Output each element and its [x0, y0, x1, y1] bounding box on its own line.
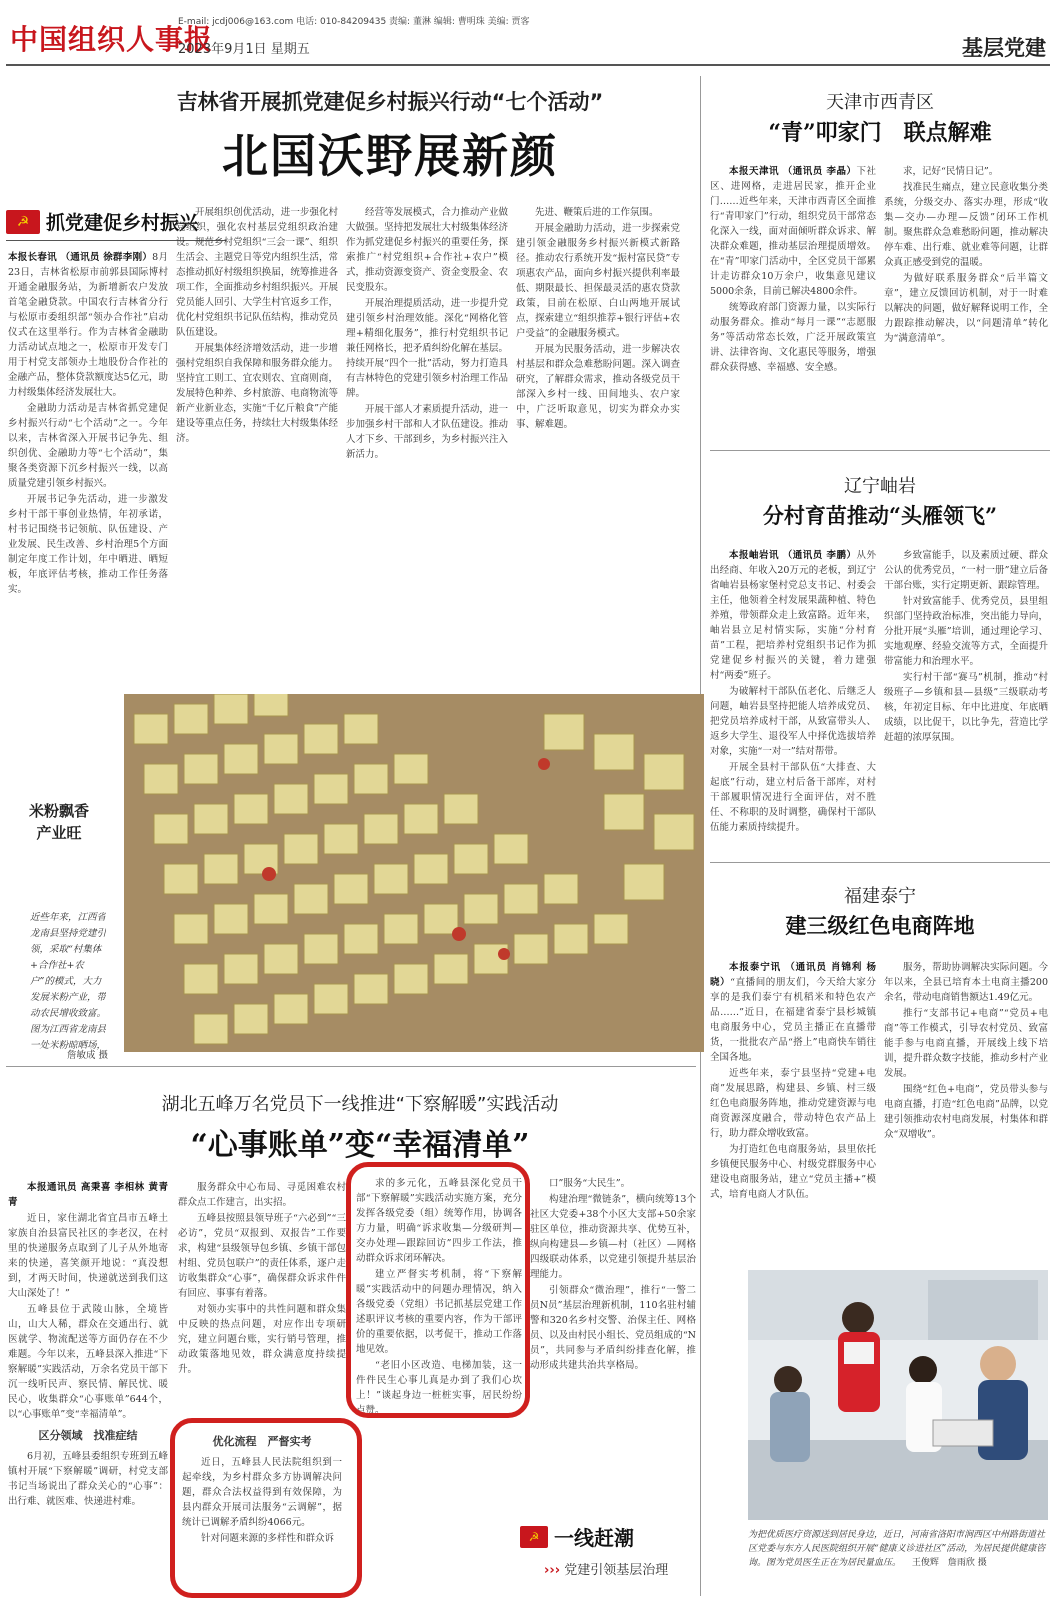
medical-checkup-photo	[748, 1270, 1048, 1520]
hubei-col1b-text: 五峰县位于武陵山脉，全境皆山，山大人稀，群众在交通出行、就医就学、物流配送等方面仍存在不少难题。今年以来，五峰县深入推进“下察解暖”实践活动，万余名党员干部下沉一线听民声、察民情、解民忧、暖民心，收集群众“心事账单”644个，以“心事账单”变“幸福清单”。	[8, 1304, 168, 1420]
hubei-subhead-2: 优化流程 严督实考	[212, 1435, 312, 1448]
hubei-col1-text: 近日，家住湖北省宜昌市五峰土家族自治县富民社区的李老汉，在村里的快递服务点取到了儿子从外地寄来的快递，喜笑颜开地说：“真没想到，才两天时间，快递就送到我们这大山深处了！”	[8, 1213, 168, 1299]
hubei-col3-text: 求的多元化，五峰县深化党员干部“下察解暖”实践活动实施方案，充分发挥各级党委（组）统筹作用，协调各方力量，明确“诉求收集—分级研判—交办处理—跟踪回访”四步工作法，推动群众诉求闭环解决。	[356, 1178, 522, 1264]
liaoning-col2c-text: 实行村干部“赛马”机制，推动“村级班子—乡镇和县—县级”三级联动考核，年初定目标、年中比进度、年底晒成绩，以比促干，以比争先，营造比学赶超的浓厚氛围。	[884, 672, 1048, 743]
liaoning-col1c-text: 开展全县村干部队伍“大排查、大起底”行动，建立村后备干部库，对村干部履职情况进行全面评估，对不胜任、不称职的及时调整，确保村干部队伍能力素质持续提升。	[710, 762, 876, 833]
section-rule-liaoning	[710, 450, 1050, 451]
chevrons-icon: ›››	[544, 1563, 561, 1578]
hubei-title: “心事账单”变“幸福清单”	[190, 1128, 530, 1163]
contact-meta: E-mail: jcdj006@163.com 电话: 010-84209435 责编: 董淋 编辑: 曹明珠 美编: 贾客	[178, 17, 530, 27]
tianjin-col2c-text: 为做好联系服务群众“后半篇文章”，建立反馈回访机制，对于一时难以解决的问题，做好解释说明工作，全力跟踪推动解决，以“问题清单”转化为“满意清单”。	[884, 273, 1048, 344]
liaoning-col2b-text: 针对致富能手、优秀党员，县里组织部门坚持政治标准，突出能力导向，分批开展“头雁”培训，通过理论学习、实地观摩、经验交流等方式，全面提升带富能力和治理水平。	[884, 596, 1048, 667]
lead-byline: 本报长春讯 （通讯员 徐群李刚）	[8, 252, 153, 263]
lead-kicker: 吉林省开展抓党建促乡村振兴行动“七个活动”	[176, 90, 604, 114]
tianjin-column-2	[884, 164, 1048, 434]
lead-col1-text: 8月23日，吉林省松原市前郭县国际博村开通金融服务站，为新增新农户发放首笔金融贷款。中国农行吉林省分行与松原市委组织部“领办合作社”启动仪式在这里举行。作为吉林省金融助力活动试点地之一，松原市开发专门用于村党支部领办土地股份合作社的金融产品，整体贷款额度达5亿元，助力村级集体经济发展壮大。	[8, 252, 168, 398]
liaoning-byline: 本报岫岩讯 （通讯员 李鹏）	[729, 550, 857, 561]
hubei-subhead-1: 区分领域 找准症结	[38, 1429, 138, 1442]
hubei-col2b-text: 五峰县按照县领导班子“六必到”“三必访”，党员“双报到、双报告”工作要求，构建“县级领导包乡镇、乡镇干部包村组、党员包联户”的责任体系，逐户走访收集群众“心事”，确保群众诉求件件有回应、事事有着落。	[178, 1213, 346, 1299]
hubei-col2-text: 服务群众中心布局、寻觅困难农村群众点工作建言，出实招。	[178, 1182, 346, 1208]
photo2-caption-text: 为把优质医疗资源送到居民身边，近日，河南省洛阳市涧西区中州路街道社区党委与东方人民医院组织开展“健康义诊进社区”活动，为居民提供健康咨询。图为党员医生正在为居民量血压。	[748, 1530, 1046, 1568]
photo1-caption: 近些年来，江西省龙南县坚持党建引领，采取“村集体+合作社+农户”的模式，大力发展米粉产业，带动农民增收致富。图为江西省龙南县一处米粉晾晒场，	[30, 912, 106, 1050]
hubei-column-1	[8, 1180, 168, 1600]
tianjin-byline: 本报天津讯 （通讯员 李晶）	[729, 166, 857, 177]
footer-banner	[520, 1522, 700, 1592]
noodle-drying-photo	[124, 694, 704, 1052]
footer-flag-icon: ☭	[520, 1526, 548, 1548]
liaoning-col1b-text: 为破解村干部队伍老化、后继乏人问题，岫岩县坚持把能人培养成党员、把党员培养成村干部，从致富带头人、返乡大学生、退役军人中择优选拔培养对象，实施“一对一”结对帮带。	[710, 686, 876, 757]
hubei-col4-text: 口”服务“大民生”。	[549, 1178, 631, 1189]
lead-col1c-text: 开展书记争先活动，进一步激发乡村干部干事创业热情，年初承诺，村书记围绕书记领航、队伍建设、产业发展、民生改善、乡村治理5个方面制定年度工作计划，年中晒进、晒短板，年底评估考核，推动工作任务落实。	[8, 494, 168, 595]
lead-col4b-text: 开展金融助力活动，进一步探索党建引领金融服务乡村振兴新模式新路径。推动农行系统开发“振村富民贷”专项惠农产品，面向乡村振兴提供利率最低、期限最长、担保最灵活的惠农贷款政策，目前在松原、白山两地开展试点，探索建立“组织推荐+银行评估+农户受益”的金融服务模式。	[516, 223, 680, 339]
footer-banner-subtitle: 党建引领基层治理	[564, 1563, 669, 1578]
tianjin-col1-text: 下社区、进网格，走进居民家，推开企业门……近些年来，天津市西青区全面推行“青叩家门”行动，组织党员干部常态化深入一线，面对面倾听群众诉求、解决群众难题，推动基层治理提质增效。在“青”叩家门活动中，全区党员干部累计走访群众10万余户，收集意见建议5000余条，目前已解决4800余件。	[710, 166, 876, 297]
hubei-col3b-text: 建立严督实考机制，将“下察解暖”实践活动中的问题办理情况，纳入各级党委（党组）书记抓基层党建工作述职评议考核的重要内容，作为干部评价的重要依据，以考促干，推动工作落地见效。	[356, 1269, 522, 1355]
tianjin-col2-text: 求，记好“民情日记”。	[903, 166, 999, 177]
hubei-col1c-text: 6月初，五峰县委组织专班到五峰镇村开展“下察解暖”调研，村党支部书记当场说出了群众关心的“心事”：出行难、就医难、快递进村难。	[8, 1451, 168, 1507]
hubei-col4c-text: 引领群众“微治理”，推行“一警二员N员”基层治理新机制，110名驻村辅警和320名乡村交警、治保主任、网格员、以及由村民小组长、党员组成的“N员”，共同参与矛盾纠纷排查化解，推动形成共建共治共享格局。	[530, 1285, 696, 1371]
fujian-title: 建三级红色电商阵地	[785, 913, 975, 938]
lead-banner	[6, 208, 198, 235]
section-rule-hubei	[6, 1066, 696, 1067]
section-rule-fujian	[710, 862, 1050, 863]
liaoning-column-1	[710, 548, 876, 848]
lead-col2b-text: 开展集体经济增效活动，进一步增强村党组织自我保障和服务群众能力。坚持宜工则工、宜农则农、宜商则商，发展特色种养、乡村旅游、电商物流等新产业新业态，实施“千亿斤粮食”产能建设等重点任务，持续壮大村级集体经济。	[176, 343, 338, 444]
top-divider	[6, 64, 1050, 66]
liaoning-kicker: 辽宁岫岩	[844, 476, 916, 497]
lead-column-2	[176, 205, 338, 660]
lead-col2-text: 开展组织创优活动，进一步强化村党组织，强化农村基层党组织政治建设。规范乡村党组织“三会一课”、组织生活会、主题党日等党内组织生活，常态推动抓好村级组织换届，统筹推进各项工作，全面推动乡村组织振兴。开展党员能人回引、大学生村官返乡工作，优化村党组织书记队伍结构，推动党员队伍建设。	[176, 207, 338, 338]
lead-column-3	[346, 205, 508, 660]
footer-banner-title: 一线赶潮	[554, 1526, 634, 1550]
tianjin-col1b-text: 统筹政府部门资源力量，以实际行动服务群众。推动“每月一课”“志愿服务”等活动常态长效，广泛开展政策宣讲、法律咨询、文化惠民等服务，增强群众获得感、幸福感、安全感。	[710, 302, 876, 373]
hubei-kicker: 湖北五峰万名党员下一线推进“下察解暖”实践活动	[161, 1094, 559, 1115]
lead-col1b-text: 金融助力活动是吉林省抓党建促乡村振兴行动“七个活动”之一。今年以来，吉林省深入开展书记争先、组织创优、金融助力等“七个活动”，集聚各类资源下沉乡村振兴一线，以高质量党建引领乡村振兴。	[8, 403, 168, 489]
fujian-col2-text: 服务，帮助协调解决实际问题。今年以来，全县已培育本土电商主播200余名，带动电商销售额达1.49亿元。	[884, 962, 1048, 1003]
fujian-column-2	[884, 960, 1048, 1232]
photo2-credit: 王俊辉 詹雨欣 摄	[911, 1558, 987, 1568]
lead-title: 北国沃野展新颜	[222, 129, 558, 183]
issue-date: 2023年9月1日 星期五	[178, 42, 310, 57]
newspaper-logo: 中国组织人事报	[10, 23, 214, 56]
liaoning-col1-text: 从外出经商、年收入20万元的老板，到辽宁省岫岩县杨家堡村党总支书记、村委会主任，他领着全村发展果蔬种植、特色养殖，带领群众走上致富路。近年来，岫岩县立足村情实际，实施“分村育苗”工程，把培养村党组织书记作为抓党建促乡村振兴的关键，着力建强村“两委”班子。	[710, 550, 876, 681]
liaoning-col2-text: 乡致富能手，以及素质过硬、群众公认的优秀党员，“一村一册”建立后备干部台账，实行定期更新、跟踪管理。	[884, 550, 1048, 591]
fujian-byline: 本报泰宁讯 （通讯员 肖锦利 杨晓）	[710, 962, 876, 988]
liaoning-title: 分村育苗推动“头雁领飞”	[762, 503, 998, 528]
fujian-col2c-text: 围绕“红色+电商”，党员带头参与电商直播，打造“红色电商”品牌，以党建引领推动农村电商发展，村集体和群众“双增收”。	[884, 1084, 1048, 1140]
fujian-column-1	[710, 960, 876, 1232]
hubei-column-4	[530, 1176, 696, 1516]
fujian-col2b-text: 推行“支部书记+电商”“党员+电商”等工作模式，引导农村党员、致富能手参与电商直播，开展线上线下培训，提升群众数字技能，推动乡村产业发展。	[884, 1008, 1048, 1079]
tianjin-col2b-text: 找准民生痛点，建立民意收集分类系统，分级交办、落实办理，形成“收集—交办—办理—反馈”闭环工作机制。聚焦群众急难愁盼问题，推动解决停车难、出行难、就业难等问题，让群众真正感受到党的温暖。	[884, 182, 1048, 268]
lead-banner-label: 抓党建促乡村振兴	[46, 212, 199, 234]
hubei-col2d-text: 近日，五峰县人民法院组织到一起牵线，为乡村群众多方协调解决问题，群众合法权益得到有效保障，为县内群众开展司法服务“云调解”，据统计已调解矛盾纠纷4066元。	[182, 1457, 342, 1528]
liaoning-column-2	[884, 548, 1048, 848]
lead-col3b-text: 开展治理提质活动，进一步提升党建引领乡村治理效能。深化“网格化管理+精细化服务”，推行村党组织书记兼任网格长，把矛盾纠纷化解在基层。持续开展“四个一批”活动，努力打造具有吉林特色的党建引领乡村治理工作品牌。	[346, 298, 508, 399]
lead-col4-text: 先进、鞭策后进的工作氛围。	[535, 207, 659, 218]
hubei-column-2a	[178, 1180, 346, 1420]
photo1-credit: 詹敏成 摄	[66, 1050, 108, 1061]
fujian-col1c-text: 为打造红色电商服务站，县里依托乡镇便民服务中心、村级党群服务中心建设电商服务站，建立“党员主播+”模式，培育电商人才队伍。	[710, 1144, 876, 1200]
lead-col4c-text: 开展为民服务活动，进一步解决农村基层和群众急难愁盼问题。深入调查研究，了解群众需求，推动各级党员干部深入乡村一线、田间地头、农户家中，广泛听取意见，切实为群众办实事、解难题。	[516, 344, 680, 430]
photo1-title: 米粉飘香 产业旺	[28, 802, 89, 842]
tianjin-column-1	[710, 164, 876, 434]
medical-checkup-illustration	[748, 1270, 1048, 1520]
hubei-col4b-text: 构建治理“微链条”，横向统筹13个社区大党委+38个小区大支部+50余家驻区单位，推动资源共享、优势互补，纵向构建县—乡镇—村（社区）—网格四级联动体系，以党建引领提升基层治理能力。	[530, 1194, 696, 1280]
hubei-col3c-text: “老旧小区改造、电梯加装，这一件件民生心事儿真是办到了我们心坎上！”谈起身边一桩桩实事，居民纷纷点赞。	[356, 1360, 522, 1416]
tianjin-title: “青”叩家门 联点解难	[768, 120, 992, 146]
fujian-col1-text: “直播间的朋友们，今天给大家分享的是我们泰宁有机稻米和特色农产品……”近日，在福建省泰宁县杉城镇电商服务中心，党员主播正在直播带货，一批批农产品“搭上”电商快车销往全国各地。	[710, 977, 876, 1063]
photo2-caption	[748, 1528, 1048, 1588]
lead-col3c-text: 开展干部人才素质提升活动，进一步加强乡村干部和人才队伍建设。推动人才下乡、干部到乡，为乡村振兴注入新活力。	[346, 404, 508, 460]
lead-column-1	[8, 250, 168, 660]
noodle-drying-illustration	[124, 694, 704, 1052]
lead-column-4	[516, 205, 680, 660]
fujian-col1b-text: 近些年来，泰宁县坚持“党建+电商”发展思路，构建县、乡镇、村三级红色电商服务阵地，推动党建资源与电商资源深度融合，带动特色农产品上行，助力群众增收致富。	[710, 1068, 876, 1139]
hubei-byline: 本报通讯员 高秉喜 李相林 黄青青	[8, 1182, 168, 1208]
highlight-box-lower	[170, 1418, 362, 1598]
section-title: 基层党建	[962, 36, 1046, 60]
hubei-col2e-text: 针对问题来源的多样性和群众诉	[201, 1533, 335, 1544]
party-flag-icon: ☭	[6, 210, 40, 234]
lead-col3-text: 经营等发展模式，合力推动产业做大做强。坚持把发展壮大村级集体经济作为抓党建促乡村振兴的重要任务，探索推广“村党组织+合作社+农户”模式，推动资源变资产、资金变股金、农民变股东。	[346, 207, 508, 293]
highlight-box-upper	[346, 1162, 530, 1418]
tianjin-kicker: 天津市西青区	[826, 92, 934, 113]
hubei-col2c-text: 对领办实事中的共性问题和群众集中反映的热点问题，对应作出专项研究，建立问题台账，实行销号管理，推动政策落地见效，群众满意度持续提升。	[178, 1304, 346, 1375]
fujian-kicker: 福建泰宁	[844, 886, 916, 907]
